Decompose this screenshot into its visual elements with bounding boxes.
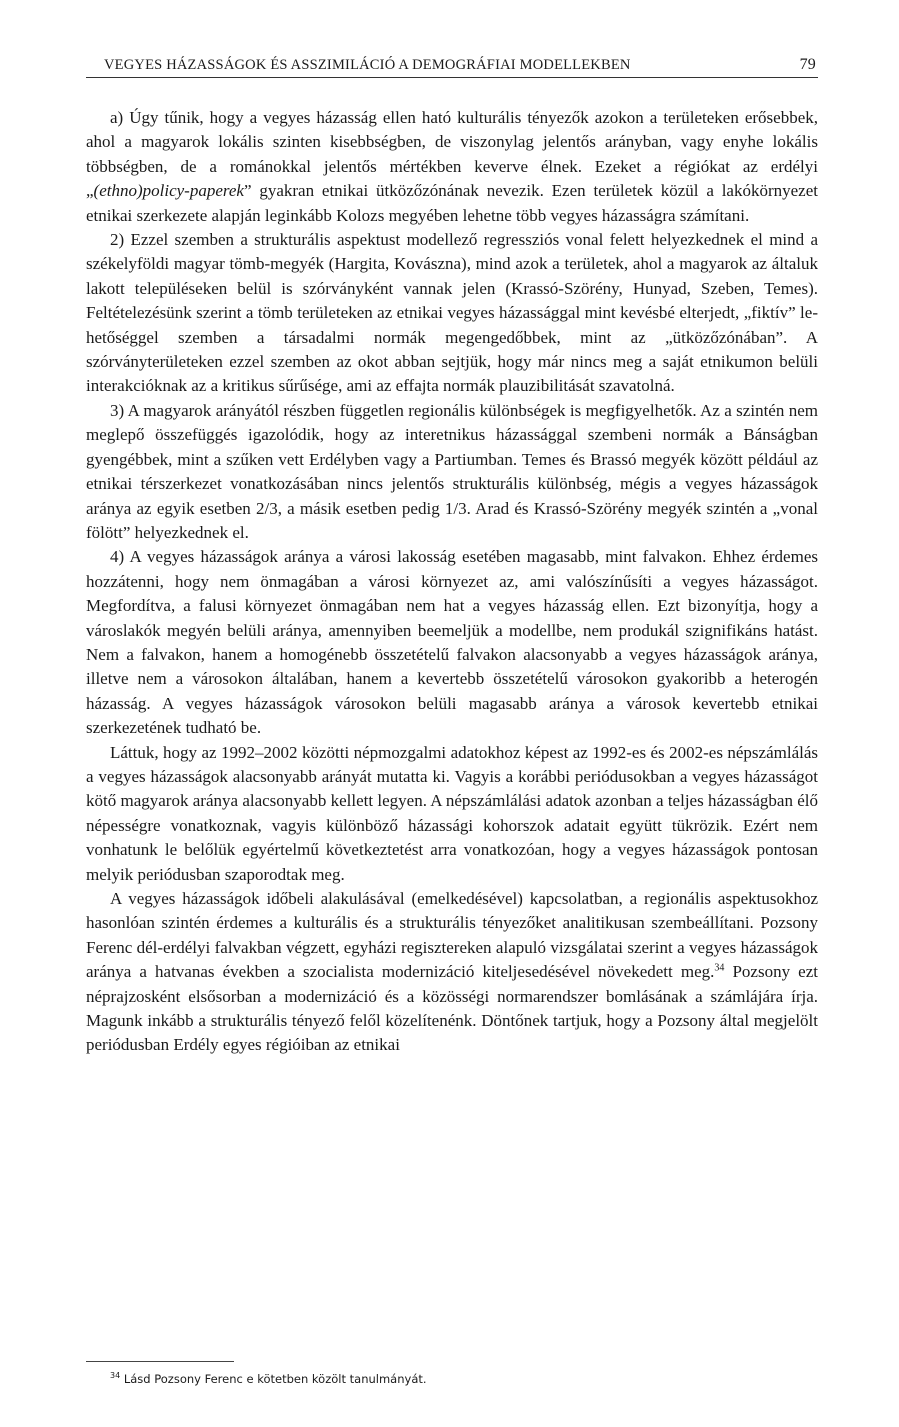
paragraph-text: ” gyakran etnikai ütközőzónának nevezik. Ezen területek közül a lakókörnyezet etnikai szerkezete alapján leginkább Kolozs megyében lehetne több vegyes házasságra számítani. — [86, 181, 818, 225]
paragraph-a — [86, 106, 818, 228]
body-text — [86, 106, 818, 1058]
running-head — [88, 56, 816, 74]
footnote-text: Lásd Pozsony Ferenc e kötetben közölt tanulmányát. — [120, 1372, 427, 1386]
running-title: VEGYES HÁZASSÁGOK ÉS ASSZIMILÁCIÓ A DEMOGRÁFIAI MODELLEKBEN — [104, 57, 631, 73]
header-rule — [86, 77, 818, 78]
paragraph-text: a) Úgy tűnik, hogy a vegyes házasság ellen ható kulturális tényezők azokon a területeken erősebbek, ahol a magyarok lokális szinten kisebbségben, de viszonylag jelentős arányban, vagy enyhe lokális többségben, de a románokkal jelentős mértékben keverve élnek. Ezeket a régiókat az erdélyi „ — [86, 108, 818, 201]
paragraph-temporal — [86, 887, 818, 1058]
footnote-marker: 34 — [110, 1371, 121, 1381]
footnote-reference[interactable]: 34 — [714, 962, 725, 974]
paragraph-3: 3) A magyarok arányától részben független regionális különbségek is megfigyelhetők. Az a szintén nem meglepő összefüggés igazolódik, hogy az interetnikus házassággal szembeni normák a Bánságban gyengébbek, mint a szűken vett Erdélyben vagy a Partiumban. Temes és Brassó megyék között például az etnikai térszerkezet vonatkozásában nincs jelentős strukturális különbség, mégis a vegyes házasságok aránya az egyik esetben 2/3, a másik esetben pedig 1/3. Arad és Krassó-Szörény megyék szintén a „vonal fölött” helyezkednek el. — [86, 400, 818, 542]
paragraph-4: 4) A vegyes házasságok aránya a városi lakosság esetében magasabb, mint falvakon. Ehhez érdemes hozzátenni, hogy nem önmagában a városi környezet az, ami valószínűsíti a vegyes házasságot. Megfordítva, a falusi környezet önmagában nem hat a vegyes házasság ellen. Ezt bizonyítja, hogy a városlakók megyén belüli aránya, amennyiben beemeljük a modellbe, nem produkál szignifikáns hatást. Nem a falvakon, hanem a homogénebb összetételű falvakon alacsonyabb a vegyes házasságok aránya, illetve nem a városokon általában, hanem a kevertebb összetételű városokon gyakoribb a heterogén házasság. A vegyes házasságok városokon belüli magasabb aránya a városok kevertebb etnikai szerkezetének tudható be. — [86, 547, 818, 738]
page-number: 79 — [799, 56, 816, 73]
paragraph-text: A vegyes házasságok időbeli alakulásával (emelkedésével) kapcsolatban, a regionális aspektusokhoz hasonlóan szintén érdemes a kulturális és a strukturális tényezőket analitikusan szembeállítani. Pozsony Ferenc dél-erdélyi falvakban végzett, egyházi regisztereken alapuló vizsgálatai szerint a vegyes házasságok aránya a hatvanas években a szocialista modernizáció kiteljesedésével növekedett meg. — [86, 889, 818, 982]
paragraph-census: Láttuk, hogy az 1992–2002 közötti népmozgalmi adatokhoz képest az 1992-es és 2002-es népszámlálás a vegyes házasságok alacsonyabb arányát mutatta ki. Vagyis a korábbi periódusokban a vegyes házasságot kötő magyarok aránya alacsonyabb kellett legyen. A népszámlálási adatok azonban a teljes házasságban élő népességre vonatkoznak, vagyis különböző házassági kohorszok adatait együtt tükrözik. Ezért nem vonhatunk le belőlük egyértelmű következtetést arra vonatkozóan, hogy a vegyes házasságok pontosan melyik periódusban szaporodtak meg. — [86, 742, 818, 884]
footnote — [86, 1371, 818, 1387]
italic-term: (ethno)policy-paperek — [93, 181, 244, 201]
footnote-rule — [86, 1361, 234, 1362]
paragraph-2: 2) Ezzel szemben a strukturális aspektust modellező regressziós vonal felett helyezkednek el mind a székelyföldi magyar tömb-megyék (Hargita, Kovászna), mind azok a területek, ahol a magyarok az általuk lakott településeken belül is szórványként vannak jelen (Krassó-Szörény, Hunyad, Szeben, Temes). Feltételezésünk szerint a tömb területeken az etnikai vegyes házassággal mint kevésbé elterjedt, „fiktív” lehetőséggel szemben a társadalmi normák megengedőbbek, mint az „ütközőzónában”. A szórványterületeken ezzel szemben az okot abban sejtjük, hogy már nincs meg a saját etnikumon belüli interakcióknak az a kritikus sűrűsége, ami az effajta normák plauzibilitását szavatolná. — [86, 230, 818, 396]
paragraph-text: Pozsony ezt néprajzosként elsősorban a modernizáció és a közösségi normarendszer bomlásának a számlájára írja. Magunk inkább a strukturális tényező felől közelítenénk. Döntőnek tartjuk, hogy a Pozsony által megjelölt periódusban Erdély egyes régióiban az etnikai — [86, 962, 818, 1055]
